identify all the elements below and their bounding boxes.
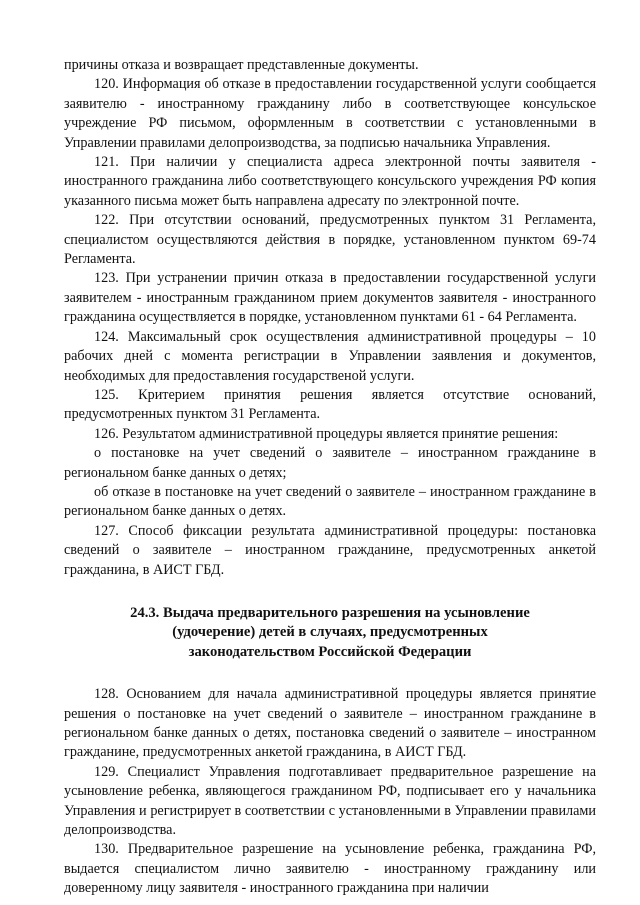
- paragraph: 124. Максимальный срок осуществления административной процедуры – 10 рабочих дней с момента регистрации в Управлении заявления и документов, необходимых для предоставления государственой услуги.: [64, 328, 596, 384]
- paragraph: 125. Критерием принятия решения является отсутствие оснований, предусмотренных пунктом 31 Регламента.: [64, 386, 596, 423]
- section-before: [64, 56, 596, 580]
- paragraph: 121. При наличии у специалиста адреса электронной почты заявителя - иностранного гражданина либо соответствующего консульского учреждения РФ копия указанного письма может быть направлена адресату по электронной почте.: [64, 154, 596, 209]
- paragraph: 126. Результатом административной процедуры является принятие решения:: [94, 425, 559, 442]
- paragraph: 128. Основанием для начала административной процедуры является принятие решения о постановке на учет сведений о заявителе – иностранном гражданине в региональном банке данных о детях, постановка сведений о заявителе – иностранном гражданине, предусмотренных анкетой гражданина, в АИСТ ГБД.: [64, 686, 596, 761]
- paragraph: 122. При отсутствии оснований, предусмотренных пунктом 31 Регламента, специалистом осуществляются действия в порядке, установленном пунктом 69-74 Регламента.: [64, 212, 596, 268]
- paragraph: причины отказа и возвращает представленные документы.: [64, 57, 419, 73]
- paragraph: о постановке на учет сведений о заявителе – иностранном гражданине в региональном банке данных о детях;: [64, 445, 596, 481]
- paragraph: 127. Способ фиксации результата административной процедуры: постановка сведений о заявителе – иностранном гражданине, предусмотренных анкетой гражданина, в АИСТ ГБД.: [64, 522, 596, 578]
- paragraph: 129. Специалист Управления подготавливает предварительное разрешение на усыновление ребенка, являющегося гражданином РФ, подписывает его у начальника Управления и регистрирует в соответствии с установленными в Управлении правилами делопроизводства.: [64, 763, 596, 839]
- paragraph: 130. Предварительное разрешение на усыновление ребенка, гражданина РФ, выдается специалистом лично заявителю - иностранному гражданину или доверенному лицу заявителя - иностранного гражданина при наличии: [64, 841, 596, 897]
- heading-line-1: 24.3. Выдача предварительного разрешения на усыновление: [130, 604, 530, 621]
- paragraph: 120. Информация об отказе в предоставлении государственной услуги сообщается заявителю - иностранному гражданину либо в соответствующее консульское учреждение РФ письмом, оформленным в соответствии с установленными в Управлении правилами делопроизводства, за подписью начальника Управления.: [64, 76, 596, 151]
- section-heading: [64, 604, 596, 662]
- paragraph: 123. При устранении причин отказа в предоставлении государственной услуги заявителем - иностранным гражданином прием документов заявителя - иностранного гражданина осуществляется в порядке, установленном пунктами 61 - 64 Регламента.: [64, 270, 596, 326]
- section-after: [64, 685, 596, 898]
- paragraph: об отказе в постановке на учет сведений о заявителе – иностранном гражданине в региональном банке данных о детях.: [64, 483, 596, 520]
- heading-line-3: законодательством Российской Федерации: [188, 643, 472, 660]
- heading-line-2: (удочерение) детей в случаях, предусмотренных: [172, 624, 488, 641]
- document-page: [64, 56, 596, 899]
